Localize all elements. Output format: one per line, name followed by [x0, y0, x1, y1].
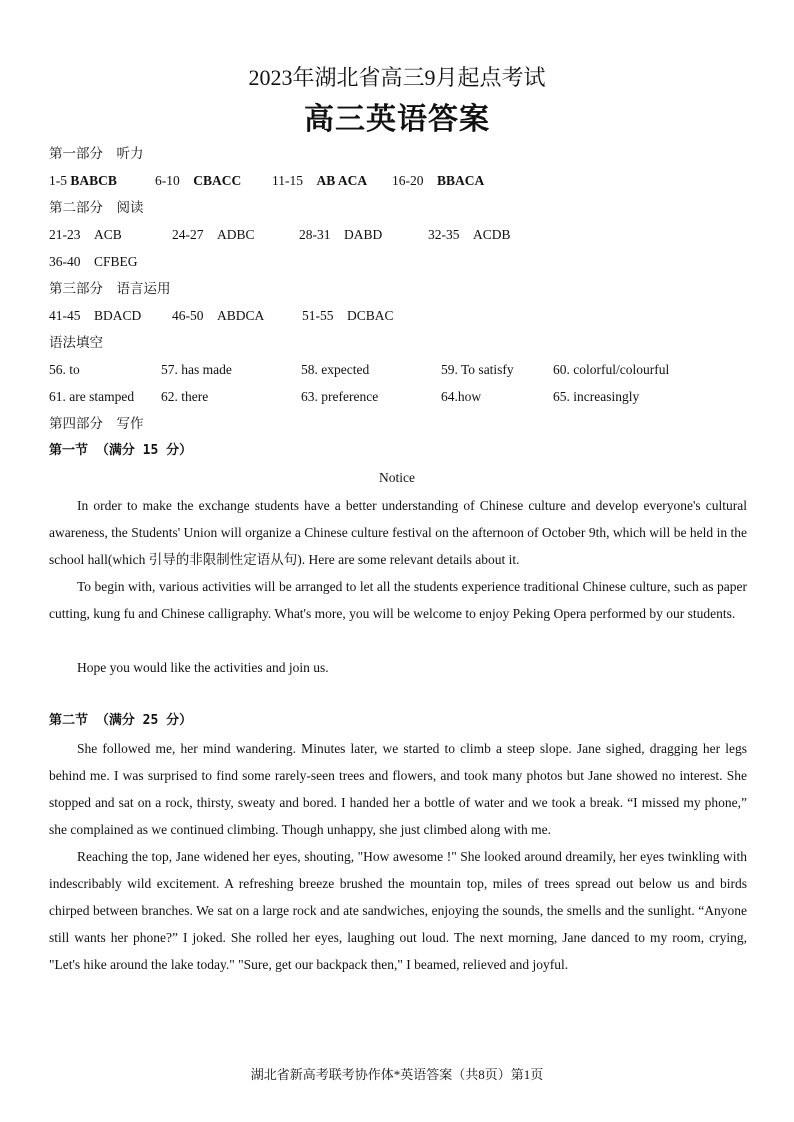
answer-group	[49, 172, 117, 190]
answer-range: 1-5	[49, 173, 67, 188]
answer-range: 6-10	[155, 173, 180, 188]
answer-group: 46-50 ABDCA	[172, 308, 265, 323]
essay-paragraph: In order to make the exchange students have a better understanding of Chinese culture and develop everyone's cultural awareness, the Students' Union will organize a Chinese culture festival on the afternoon of October 9th, which will be held in the school hall(which 引导的非限制性定语从句). Here are some relevant details about it.	[49, 498, 747, 567]
part4-heading: 第四部分 写作	[49, 416, 144, 431]
grammar-answer: 59. To satisfy	[441, 362, 514, 377]
grammar-answer: 64.how	[441, 389, 482, 404]
answer-keys: BBACA	[437, 173, 485, 188]
answer-keys: AB ACA	[316, 173, 368, 188]
essay-paragraph: To begin with, various activities will be arranged to let all the students experience traditional Chinese culture, such as paper cutting, kung fu and Chinese calligraphy. What's more, you will be welcome to enjoy Peking Opera performed by our students.	[49, 579, 747, 621]
grammar-answer: 63. preference	[301, 389, 379, 404]
grammar-heading: 语法填空	[49, 335, 103, 350]
grammar-answer: 56. to	[49, 362, 80, 377]
grammar-answer: 57. has made	[161, 362, 232, 377]
notice-title: Notice	[379, 470, 415, 485]
grammar-answer: 61. are stamped	[49, 389, 135, 404]
answer-group	[272, 172, 367, 190]
exam-title: 2023年湖北省高三9月起点考试	[248, 65, 546, 90]
grammar-answer: 65. increasingly	[553, 389, 640, 404]
answer-group	[392, 172, 484, 190]
part1-heading: 第一部分 听力	[49, 146, 144, 161]
section2-heading: 第二节 （满分 25 分）	[49, 713, 193, 728]
answer-group: 41-45 BDACD	[49, 308, 142, 323]
answer-group: 32-35 ACDB	[428, 227, 511, 242]
answer-group: 21-23 ACB	[49, 227, 122, 242]
page-footer: 湖北省新高考联考协作体*英语答案（共8页）第1页	[250, 1067, 544, 1082]
answer-range: 11-15	[272, 173, 303, 188]
story-paragraph: She followed me, her mind wandering. Minutes later, we started to climb a steep slope. Jane sighed, dragging her legs behind me. I was surprised to find some rarely-seen trees and flowers, and took many photos but Jane showed no interest. She stopped and sat on a rock, thirsty, sweaty and bored. I handed her a bottle of water and we took a break. “I missed my phone,” she complained as we continued climbing. Though unhappy, she just climbed along with me.	[49, 741, 747, 837]
page-title: 高三英语答案	[304, 103, 490, 136]
answer-group: 24-27 ADBC	[172, 227, 255, 242]
part3-heading: 第三部分 语言运用	[49, 281, 171, 296]
answer-keys: CBACC	[193, 173, 242, 188]
answer-group: 28-31 DABD	[299, 227, 383, 242]
essay-paragraph: Hope you would like the activities and join us.	[77, 660, 329, 675]
grammar-answer: 58. expected	[301, 362, 370, 377]
section1-heading: 第一节 （满分 15 分）	[49, 443, 193, 458]
answer-keys: BABCB	[70, 173, 117, 188]
answer-group: 51-55 DCBAC	[302, 308, 394, 323]
answer-group: 36-40 CFBEG	[49, 254, 138, 269]
grammar-answer: 62. there	[161, 389, 209, 404]
answer-group	[155, 172, 241, 190]
answer-range: 16-20	[392, 173, 424, 188]
grammar-answer: 60. colorful/colourful	[553, 362, 670, 377]
part2-heading: 第二部分 阅读	[49, 200, 144, 215]
story-paragraph: Reaching the top, Jane widened her eyes, shouting, "How awesome !" She looked around dreamily, her eyes twinkling with indescribably wild excitement. A refreshing breeze brushed the mountain top, miles of trees spread out below us and birds chirped between branches. We sat on a large rock and ate sandwiches, enjoying the sounds, the smells and the sunlight. “Anyone still wants her phone?” I joked. She rolled her eyes, laughing out loud. The next morning, Jane danced to my room, crying, "Let's hike around the lake today." "Sure, get our backpack then," I beamed, relieved and joyful.	[49, 849, 747, 972]
